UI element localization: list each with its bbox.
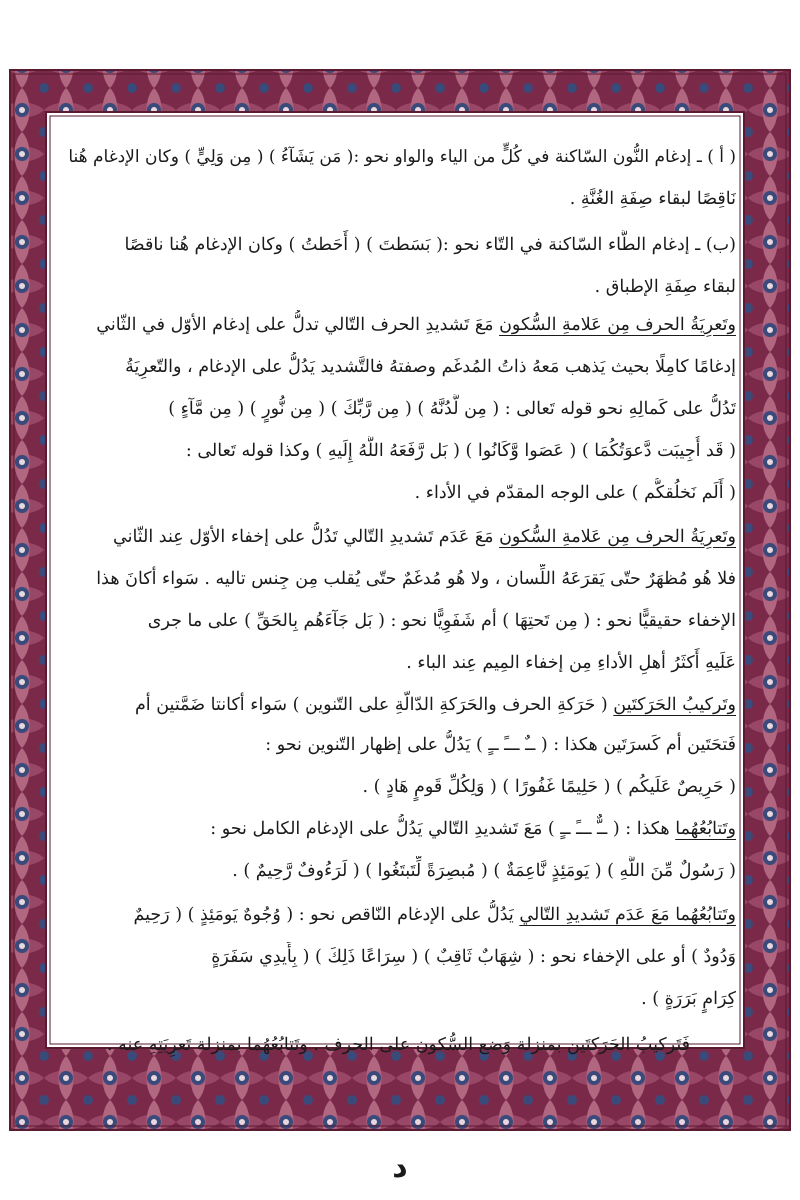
underlined-phrase: وتَركيبُ الحَرَكتَين [613, 695, 736, 715]
text-line: وتَعرِيَةُ الحرف مِن عَلامةِ السُّكون مَعَ تَشديدِ الحرف التّالي تدلُّ على إدغام الأوّل في الثّاني [96, 315, 736, 335]
text-line: وتَتابُعُهُما مَعَ عَدَم تَشديدِ التّالي يَدُلُّ على الإدغام النّاقص نحو : ( وُجُوهٌ يَومَئِذٍ ) ( رَحِيمٌ [133, 905, 736, 925]
text-line: وَدُودٌ ) أو على الإخفاء نحو : ( شِهَابٌ ثَاقِبٌ ) ( سِرَاعًا ذَلِكَ ) ( بِأَيدِي سَفَرَةٍ [211, 947, 736, 967]
page-number: د [392, 1150, 408, 1185]
text-line: عَلَيهِ أَكثَرُ أهلِ الأداءِ مِن إخفاء المِيم عِند الباء . [406, 653, 736, 673]
text-line: وتَتابُعُهُما هكذا : ( ــٌّ ـــً ــٍ ) مَعَ تَشديدِ التّالي يَدُلُّ على الإدغام الكامل نحو : [210, 819, 736, 839]
text-line: ( أ ) ـ إدغام النُّون السّاكنة في كُلٍّ من الياء والواو نحو :( مَن يَشَآءُ ) ( مِن وَلِيٍّ ) وكان الإدغام هُنا [68, 147, 736, 167]
text-line: فلا هُو مُظهَرٌ حتّى يَقرَعَهُ اللِّسان ، ولا هُو مُدغَمٌ حتّى يُقلب مِن جِنس تاليه . سَواء أكانَ هذا [96, 569, 736, 589]
underlined-phrase: وتَعرِيَةُ الحرف مِن عَلامةِ السُّكون [499, 315, 736, 335]
text-line: ( رَسُولٌ مِّنَ اللَّهِ ) ( يَومَئِذٍ نَّاعِمَةٌ ) ( مُبصِرَةً لِّتَبتَغُوا ) ( لَرَءُوفٌ رَّحِيمٌ ) . [232, 861, 736, 881]
text-line: وتَعرِيَةُ الحرف مِن عَلامةِ السُّكون مَعَ عَدَم تَشديدِ التّالي تَدُلُّ على إخفاء الأوّل عِند الثّاني [112, 527, 736, 547]
text-line: ( حَرِيصٌ عَلَيكُم ) ( حَلِيمًا غَفُورًا ) ( وَلِكُلِّ قَومٍ هَادٍ ) . [362, 777, 736, 797]
text-line: الإخفاء حقيقيًّا نحو : ( مِن تَحتِهَا ) أم شَفَوِيًّا نحو : ( بَل جَآءَهُم بِالحَقِّ ) على ما جرى [147, 611, 736, 631]
text-line: فَتحَتَين أم كَسرَتَين هكذا : ( ــٌ ـــً ــٍ ) يَدُلُّ على إظهار التّنوين نحو : [265, 735, 736, 755]
underlined-phrase: وتَتابُعُهُما مَعَ عَدَم تَشديدِ التّالي [519, 905, 736, 925]
text-line: (ب) ـ إدغام الطَّاء السّاكنة في التّاء نحو :( بَسَطتَ ) ( أَحَطتُ ) وكان الإدغام هُنا ناقصًا [124, 235, 736, 255]
text-line: وتَركيبُ الحَرَكتَين ( حَرَكةِ الحرف والحَرَكةِ الدّالّةِ على التّنوين ) سَواء أكانتا ضَمَّتين أم [134, 695, 736, 715]
page-body [55, 122, 742, 1055]
underlined-phrase: وتَعرِيَةُ الحرف مِن عَلامةِ السُّكون [499, 527, 736, 547]
text-line: نَاقِصًا لبقاء صِفَةِ الغُنَّةِ . [569, 189, 736, 209]
text-line-summary: فَتَركيبُ الحَرَكتَين بمنزلة وَضع السُّكون على الحرف . وتَتابُعُهُما بمنزلة تَعرِيَتِهِ عنه . [106, 1035, 691, 1055]
text-line: كِرَامٍ بَرَرَةٍ ) . [641, 989, 736, 1009]
text-line: ( أَلَم نَخلُقكُّم ) على الوجه المقدّم في الأداء . [414, 483, 736, 503]
text-line: ( قَد أُجِيبَت دَّعوَتُكُمَا ) ( عَصَوا وَّكَانُوا ) ( بَل رَّفَعَهُ اللَّهُ إِلَيهِ ) وكذا قوله تَعالى : [185, 441, 736, 461]
text-line: إدغامًا كامِلًا بحيث يَذهب مَعهُ ذاتُ المُدغَم وصفتهُ فالتَّشديد يَدُلُّ على الإدغام ، والتّعرِيَةُ [125, 357, 736, 377]
text-line: تَدُلُّ على كَمالِهِ نحو قوله تَعالى : ( مِن لَّدُنَّهُ ) ( مِن رَّبِّكَ ) ( مِن نُّورٍ ) ( مِن مَّآءٍ ) [168, 399, 736, 419]
text-line: لبقاء صِفَةِ الإطباق . [594, 277, 736, 297]
underlined-phrase: وتَتابُعُهُما [675, 819, 736, 839]
